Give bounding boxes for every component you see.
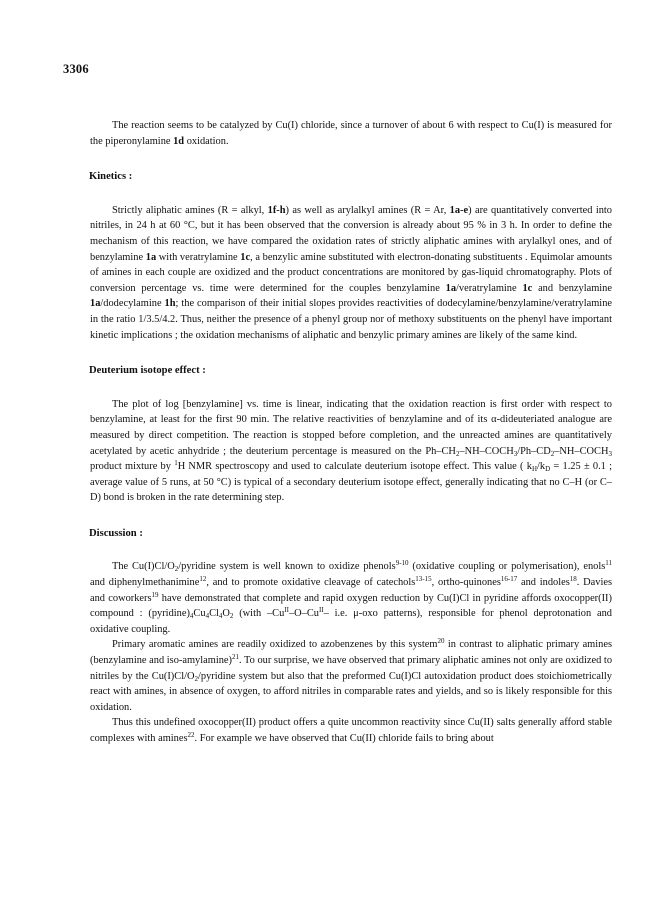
article-body [90, 118, 612, 747]
deuterium-heading: Deuterium isotope effect : [89, 365, 206, 377]
page-number: 3306 [63, 62, 89, 76]
discussion-paragraph-2: Primary aromatic amines are readily oxidized to azobenzenes by this system$^{20}$ in contrast to aliphatic primary amines (benzylamine and iso-amylamine)$^{21}$. To our surprise, we have observed that primary aliphatic amines not only are oxidized to nitriles by the $Cu(I)Cl/O_2$/pyridine system but also that the preformed Cu(I)Cl autoxidation product does stoichiometrically react with amines, in absence of oxygen, to afford nitriles in comparable rates and yields, and so is likely responsible for this oxidation. [90, 637, 613, 713]
discussion-paragraph-1: The $Cu(I)Cl/O_2$/pyridine system is well known to oxidize phenols$^{9-10}$ (oxidative coupling or polymerisation), enols$^{11}$ and diphenylmethanimine$^{12}$, and to promote oxidative cleavage of catechols$^{13-15}$, ortho-quinones$^{16-17}$ and indoles$^{18}$. Davies and coworkers$^{19}$ have demonstrated that complete and rapid oxygen reduction by Cu(I)Cl in pyridine affords oxocopper(II) compound : $(pyridine)_4Cu_4Cl_4O_2$ (with $-Cu^{II}-O-Cu^{II}-$ i.e. μ-oxo patterns), responsible for phenol deprotonation and oxidative coupling. [90, 559, 613, 635]
discussion-heading: Discussion : [89, 527, 143, 539]
intro-paragraph: The reaction seems to be catalyzed by Cu(I) chloride, since a turnover of about 6 with respect to Cu(I) is measured for the piperonylamine 1d oxidation. [90, 120, 612, 147]
kinetics-paragraph: Strictly aliphatic amines (R = alkyl, 1f-h) as well as arylalkyl amines (R = Ar, 1a-e) are quantitatively converted into nitriles, in 24 h at 60 °C, but it has been observed that the conversion is already about 95 % in 3 h. In order to define the mechanism of this reaction, we have compared the oxidation rates of strictly aliphatic amines with arylalkyl ones, and of benzylamine 1a with veratrylamine 1c, a benzylic amine substituted with electron-donating substituents . Equimolar amounts of amines in each couple are oxidized and the product concentrations are monitored by gas-liquid chromatography. Plots of conversion percentage vs. time were determined for the couples benzylamine 1a/veratrylamine 1c and benzylamine 1a/dodecylamine 1h; the comparison of their initial slopes provides reactivities of dodecylamine/benzylamine/veratrylamine in the ratio 1/3.5/4.2. Thus, neither the presence of a phenyl group nor of methoxy substituents on the phenyl have important kinetic implications ; the oxidation mechanisms of aliphatic and benzylic primary amines are likely of the same kind. [90, 204, 613, 341]
deuterium-paragraph: The plot of log [benzylamine] vs. time is linear, indicating that the oxidation reaction is first order with respect to benzylamine, at least for the first 90 min. The relative reactivities of benzylamine and of its α-dideuteriated analogue are measured by direct competition. The reaction is stopped before completion, and the unreacted amines are quantitatively acetylated by acetic anhydride ; the deuterium percentage is measured on the $Ph-CH_2-NH-COCH_3/Ph-CD_2-NH-COCH_3$ product mixture by $^1$H NMR spectroscopy and used to calculate deuterium isotope effect. This value ( $k_H/k_D = 1.25 \pm 0.1$ ; average value of 5 runs, at 50 °C) is typical of a secondary deuterium isotope effect, generally indicating that no C–H (or C–D) bond is broken in the rate determining step. [90, 398, 613, 504]
kinetics-heading: Kinetics : [89, 171, 133, 183]
discussion-paragraph-3: Thus this undefined oxocopper(II) product offers a quite uncommon reactivity since Cu(II) salts generally afford stable complexes with amines$^{22}$. For example we have observed that Cu(II) chloride fails to bring about [90, 717, 612, 744]
